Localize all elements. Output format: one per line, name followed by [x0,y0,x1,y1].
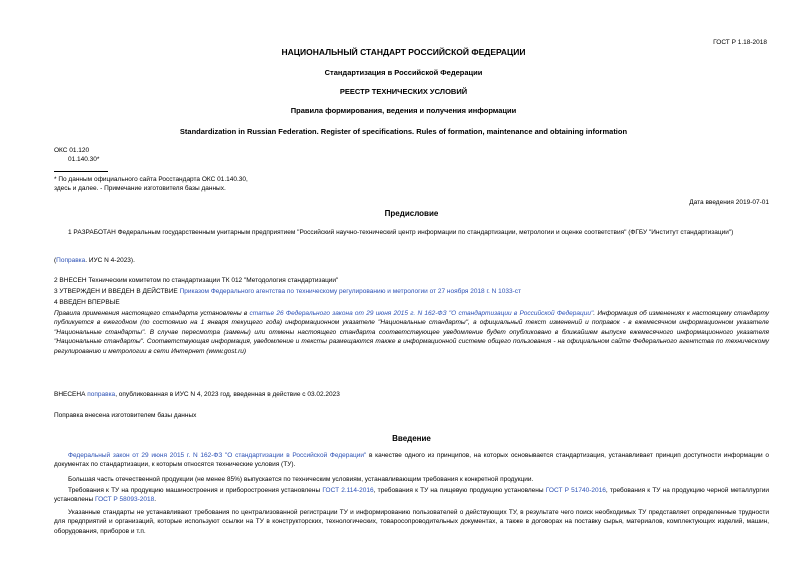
introduction-paragraph-4: Указанные стандарты не устанавливают требования по централизованной регистрации ТУ и информированию пользователей о действующих ТУ, в результате чего поиск необходимых ТУ представляет определенные трудности для предприятий и организаций, которые используют ссылки на ТУ в конструкторских, технологических, товаросопроводительных документах, а также в договорах на поставку сырья, материалов, комплектующих изделий, машин, оборудования, приборов и т.п. [54,509,769,535]
order-link[interactable]: Приказом Федерального агентства по техническому регулированию и метрологии от 27 ноября 2018 г. N 1033-ст [179,288,522,295]
gost-r-58093-link[interactable]: ГОСТ Р 58093-2018 [94,496,155,504]
footnote-line-1: * По данным официального сайта Росстандарта ОКС 01.140.30, [54,176,248,183]
introduction-paragraph-1: Федеральный закон от 29 июня 2015 г. N 162-ФЗ "О стандартизации в Российской Федерации" в качестве одного из принципов, на которых основывается стандартизация, устанавливает принцип доступности информации о документах по стандартизации, к которым относятся технические условия (ТУ). [54,452,769,469]
footnote-rule [54,171,108,172]
amendment-link[interactable]: Поправка [56,257,86,264]
title-subtitle: Правила формирования, ведения и получения информации [290,106,517,115]
title-main: НАЦИОНАЛЬНЫЙ СТАНДАРТ РОССИЙСКОЙ ФЕДЕРАЦИИ [281,47,526,57]
document-code: ГОСТ Р 1.18-2018 [713,39,767,46]
footnote-line-2: здесь и далее. - Примечание изготовителя базы данных. [54,185,226,193]
gost-2-114-link[interactable]: ГОСТ 2.114-2016 [322,487,374,494]
gost-r-51740-link[interactable]: ГОСТ Р 51740-2016 [545,487,606,494]
preface-paragraph-1: 1 РАЗРАБОТАН Федеральным государственным унитарным предприятием "Российский научно-технический центр информации по стандартизации, метрологии и оценке соответствия" (ФГБУ "Институт стандартизации") [68,229,734,236]
federal-law-link[interactable]: Федеральный закон от 29 июня 2015 г. N 162-ФЗ "О стандартизации в Российской Федерации" [68,452,367,459]
amendment-record-link[interactable]: поправка [87,391,116,398]
oks-code [54,146,769,165]
introduction-paragraph-2: Большая часть отечественной продукции (не менее 85%) выпускается по техническим условиям, устанавливающим требования к конкретной продукции. [68,476,534,483]
preface-paragraph-3: 3 УТВЕРЖДЕН И ВВЕДЕН В ДЕЙСТВИЕ Приказом Федерального агентства по техническому регулированию и метрологии от 27 ноября 2018 г. N 1033-ст [54,288,522,295]
title-english: Standardization in Russian Federation. Register of specifications. Rules of formation, maintenance and obtaining information [179,127,628,136]
preface-amendment-note: (Поправка. ИУС N 4-2023). [54,257,135,264]
amendment-note: Поправка внесена изготовителем базы данных [54,412,197,419]
federal-law-article-link[interactable]: статье 26 Федерального закона от 29 июня 2015 г. N 162-ФЗ "О стандартизации в Российской Федерации" [249,310,594,317]
oks-line-1: ОКС 01.120 [54,147,90,154]
introduction-heading: Введение [392,434,431,443]
oks-line-2: 01.140.30* [68,156,100,164]
introduction-paragraph-3: Требования к ТУ на продукцию машиностроения и приборостроения установлены ГОСТ 2.114-2016, требования к ТУ на пищевую продукцию установлены ГОСТ Р 51740-2016, требования к ТУ на продукцию черной металлургии установлены ГОСТ Р 58093-2018. [54,487,770,504]
title-name: РЕЕСТР ТЕХНИЧЕСКИХ УСЛОВИЙ [339,87,468,96]
amendment-record: ВНЕСЕНА поправка, опубликованная в ИУС N 4, 2023 год, введенная в действие с 03.02.2023 [54,391,340,398]
preface-paragraph-4: 4 ВВЕДЕН ВПЕРВЫЕ [54,299,120,306]
introduction-date: Дата введения 2019-07-01 [689,199,769,206]
preface-paragraph-2: 2 ВНЕСЕН Техническим комитетом по стандартизации ТК 012 "Методология стандартизации" [54,277,339,284]
preface-heading: Предисловие [384,209,439,218]
preface-rules-paragraph: Правила применения настоящего стандарта установлены в статье 26 Федерального закона от 29 июня 2015 г. N 162-ФЗ "О стандартизации в Российской Федерации". Информация об изменениях к настоящему стандарту публикуется в ежегодном (по состоянию на 1 января текущего года) информационном указателе "Национальные стандарты", а официальный текст изменений и поправок - в ежемесячном информационном указателе "Национальные стандарты". В случае пересмотра (замены) или отмены настоящего стандарта соответствующее уведомление будет опубликовано в ближайшем выпуске ежемесячного информационного указателя "Национальные стандарты". Соответствующая информация, уведомление и тексты размещаются также в информационной системе общего пользования - на официальном сайте Федерального агентства по техническому регулированию и метрологии в сети Интернет (www.gost.ru) [54,310,770,355]
title-series: Стандартизация в Российской Федерации [324,68,483,77]
footnote [54,175,769,194]
